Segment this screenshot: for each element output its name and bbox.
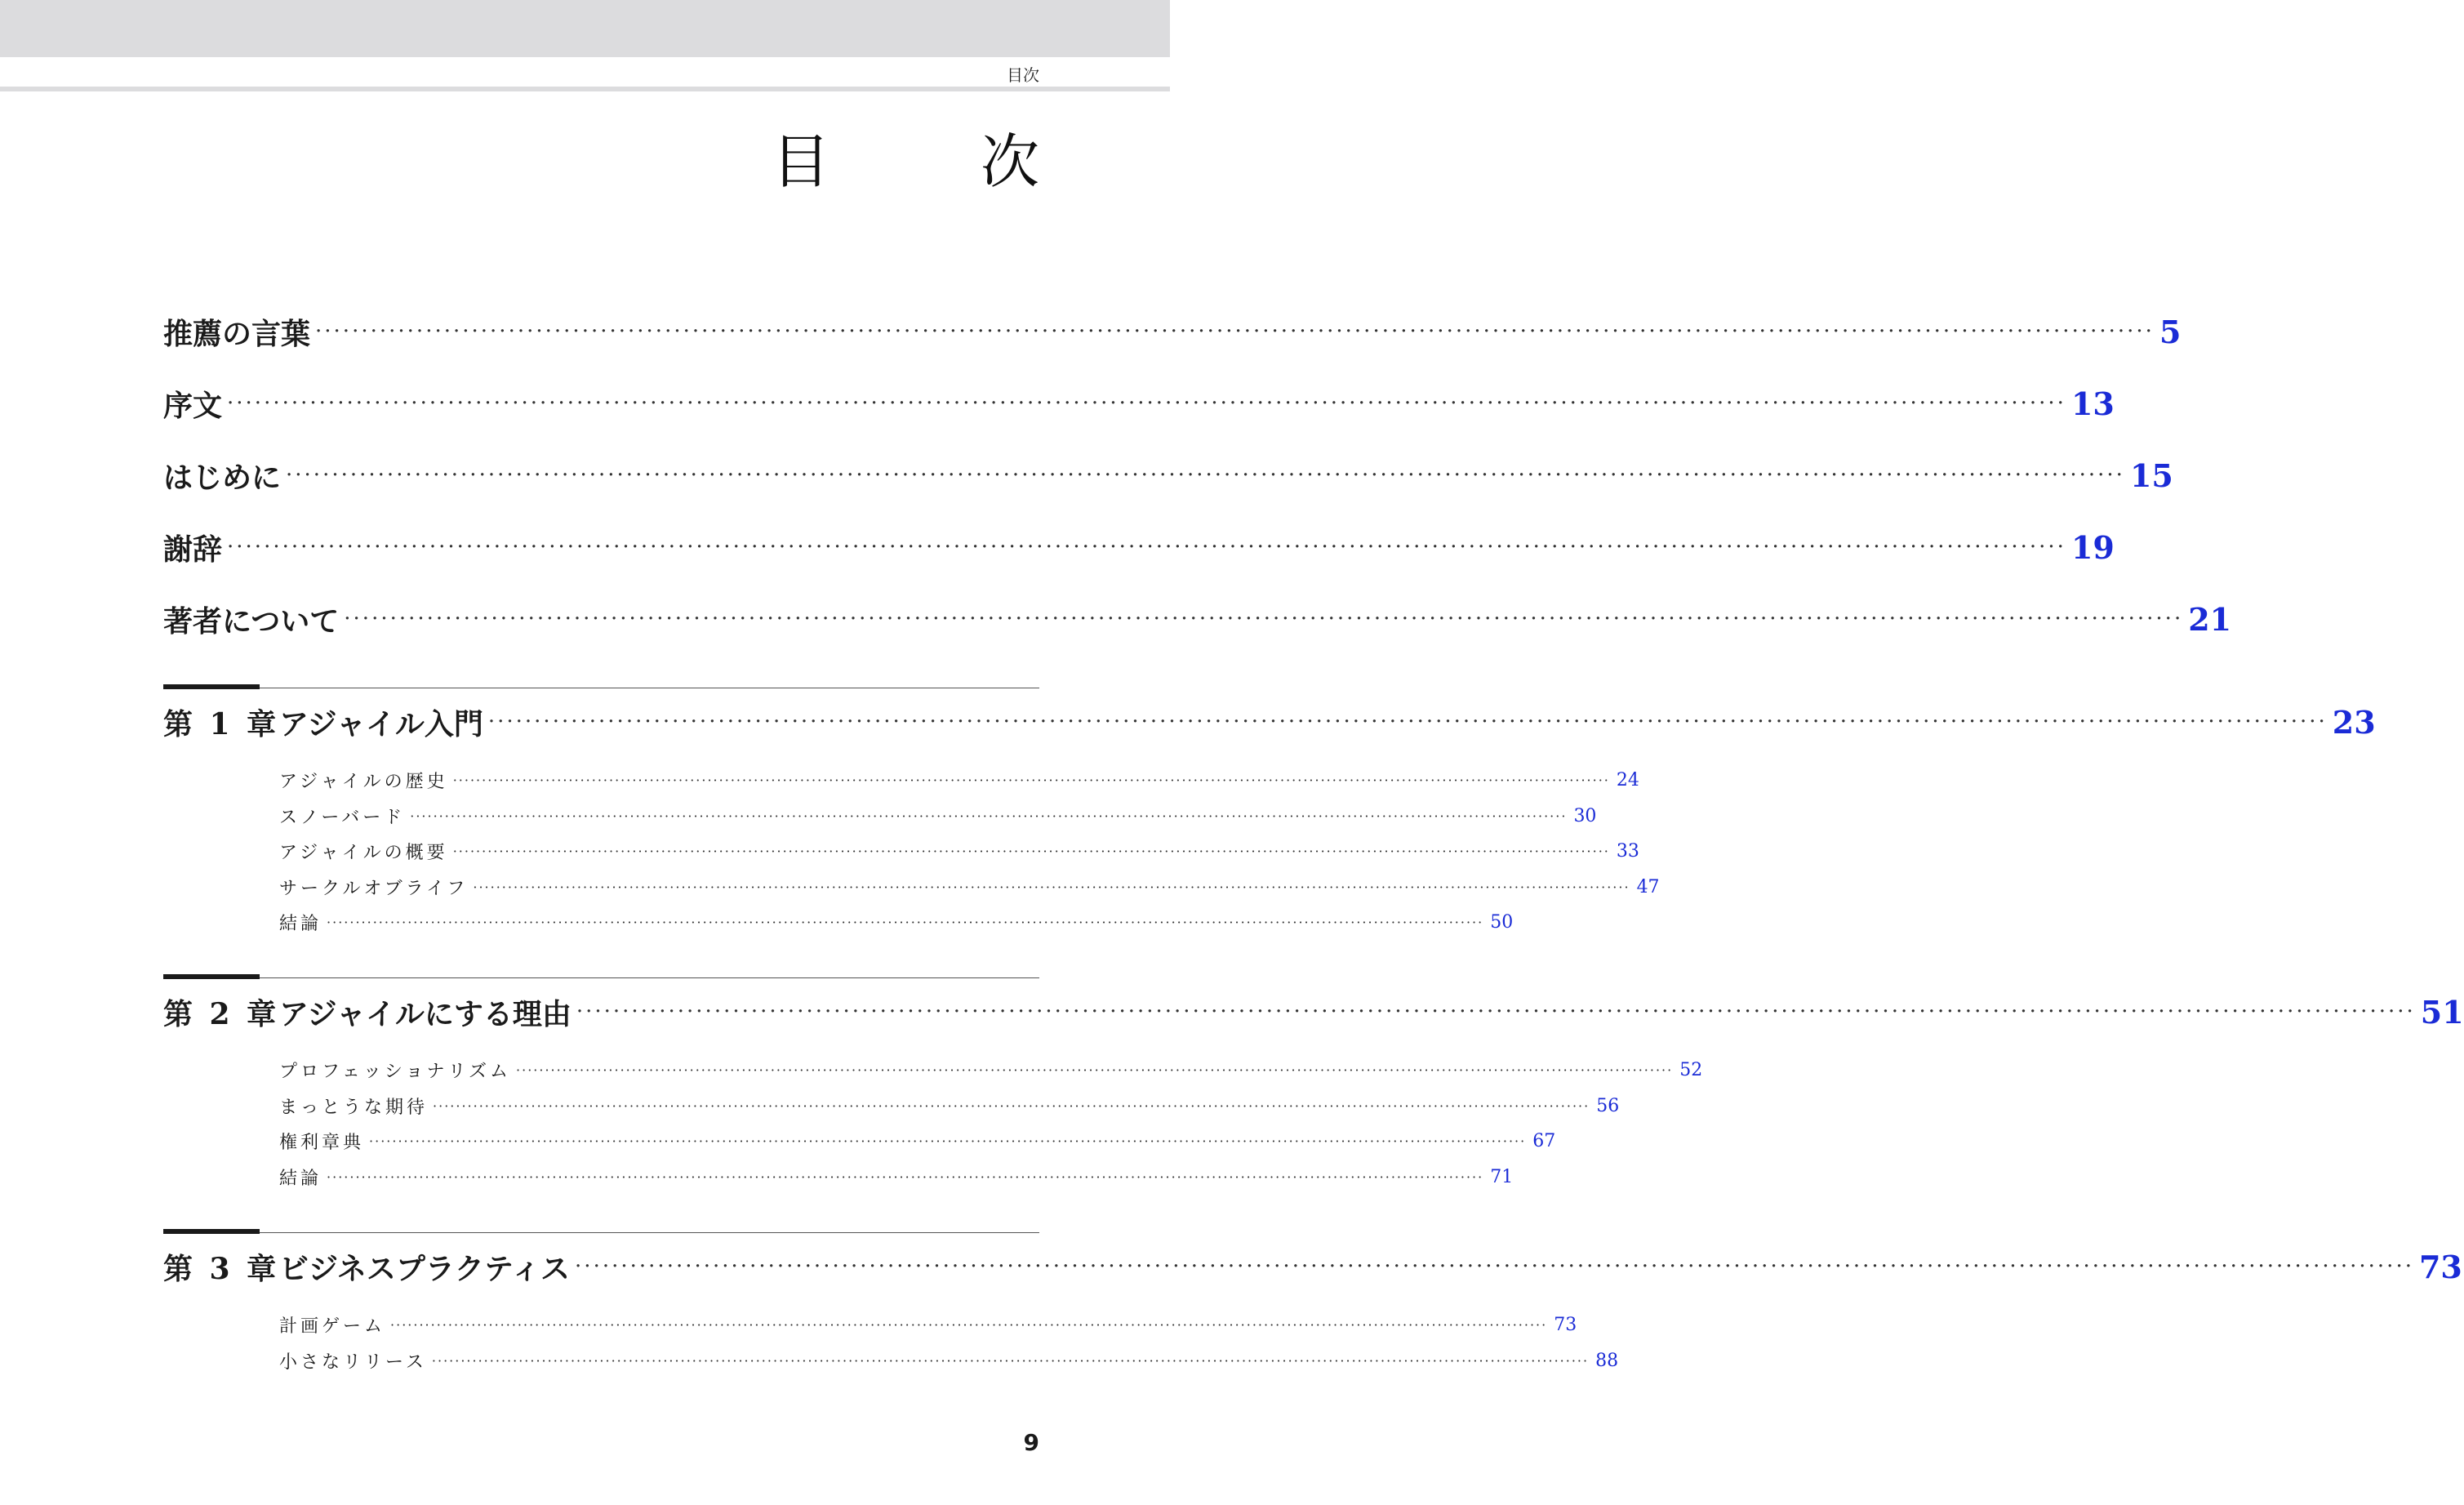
- section-entry[interactable]: [279, 763, 1639, 799]
- top-rule: [0, 87, 1170, 91]
- section-page: 52: [1679, 1060, 1703, 1081]
- chapter-heading[interactable]: [163, 1240, 2462, 1293]
- leader-dots: ········································································································································································································: [410, 808, 1568, 824]
- section-label: 計画ゲーム: [279, 1316, 386, 1338]
- chapter-number: 第 2 章: [163, 996, 280, 1031]
- section-list: [279, 763, 1660, 941]
- section-label: 結論: [279, 1168, 322, 1189]
- leader-dots: ········································································································································································································: [390, 1317, 1548, 1334]
- toc-entry-page: 5: [2159, 313, 2182, 350]
- leader-dots: ········································································································································································································: [452, 773, 1610, 789]
- toc-entry-introduction[interactable]: [163, 439, 2173, 511]
- section-page: 88: [1595, 1350, 1619, 1371]
- leader-dots: ········································································································································································································: [286, 463, 2125, 488]
- section-entry[interactable]: [279, 1160, 1514, 1196]
- section-page: 67: [1532, 1131, 1556, 1152]
- section-page: 50: [1490, 912, 1514, 933]
- page-title: 目 次: [771, 127, 1085, 196]
- toc-entry-label: 著者について: [163, 603, 340, 639]
- section-label: アジャイルの歴史: [279, 772, 448, 793]
- section-entry[interactable]: [279, 1124, 1556, 1160]
- chapter-title: アジャイル入門: [279, 706, 483, 741]
- top-band: [0, 0, 1170, 57]
- section-page: 56: [1596, 1095, 1620, 1116]
- section-list: [279, 1307, 1619, 1378]
- leader-dots: ········································································································································································································: [452, 844, 1610, 860]
- leader-dots: ········································································································································································································: [473, 879, 1630, 895]
- section-entry[interactable]: [279, 1089, 1620, 1124]
- section-entry[interactable]: [279, 834, 1639, 870]
- section-page: 30: [1573, 805, 1597, 826]
- toc-entry-page: 21: [2188, 600, 2232, 638]
- leader-dots: ········································································································································································································: [344, 607, 2184, 631]
- chapter-page: 51: [2420, 993, 2464, 1031]
- toc-entry-about-author[interactable]: [163, 583, 2232, 655]
- section-label: アジャイルの概要: [279, 843, 448, 864]
- leader-dots: ········································································································································································································: [327, 915, 1484, 931]
- section-label: まっとうな期待: [279, 1097, 429, 1118]
- section-entry[interactable]: [279, 905, 1514, 941]
- toc-entry-label: 謝辞: [163, 532, 223, 567]
- toc-entry-acknowledgments[interactable]: [163, 511, 2115, 583]
- leader-dots: ········································································································································································································: [575, 1254, 2414, 1279]
- section-page: 73: [1554, 1315, 1577, 1336]
- toc-entry-label: 序文: [163, 388, 223, 423]
- toc-entry-recommendation[interactable]: [163, 296, 2182, 367]
- chapter-title: ビジネスプラクティス: [279, 1251, 571, 1286]
- chapter-page: 73: [2418, 1248, 2462, 1285]
- section-page: 47: [1636, 876, 1660, 897]
- leader-dots: ········································································································································································································: [315, 319, 2155, 344]
- section-entry[interactable]: [279, 1343, 1619, 1379]
- chapter-page: 23: [2332, 703, 2376, 741]
- toc-entry-label: 推薦の言葉: [163, 316, 311, 351]
- toc-entry-page: 15: [2129, 456, 2173, 494]
- section-entry[interactable]: [279, 799, 1597, 835]
- section-entry[interactable]: [279, 1053, 1703, 1089]
- leader-dots: ········································································································································································································: [431, 1352, 1590, 1369]
- leader-dots: ········································································································································································································: [487, 710, 2328, 734]
- section-label: 小さなリリース: [279, 1351, 427, 1373]
- leader-dots: ········································································································································································································: [369, 1133, 1527, 1150]
- chapter-title: アジャイルにする理由: [279, 996, 572, 1031]
- leader-dots: ········································································································································································································: [327, 1169, 1484, 1185]
- leader-dots: ········································································································································································································: [516, 1062, 1674, 1079]
- leader-dots: ········································································································································································································: [227, 391, 2066, 416]
- chapter-3: [163, 1229, 2462, 1378]
- section-entry[interactable]: [279, 1307, 1577, 1343]
- page-number: 9: [1023, 1429, 1039, 1456]
- section-label: サークルオブライフ: [279, 878, 469, 899]
- section-label: スノーバード: [279, 807, 406, 828]
- chapter-1: [163, 684, 2376, 941]
- leader-dots: ········································································································································································································: [227, 535, 2066, 559]
- chapter-heading[interactable]: [163, 696, 2376, 748]
- chapter-rule: [163, 1229, 1039, 1236]
- section-list: [279, 1053, 1703, 1195]
- leader-dots: ········································································································································································································: [433, 1098, 1590, 1114]
- chapter-number: 第 3 章: [163, 1251, 280, 1286]
- section-label: 権利章典: [279, 1133, 365, 1154]
- chapter-rule: [163, 684, 1039, 691]
- chapter-heading[interactable]: [163, 986, 2464, 1038]
- section-label: プロフェッショナリズム: [279, 1062, 512, 1083]
- section-page: 71: [1490, 1166, 1514, 1187]
- toc-entry-label: はじめに: [163, 460, 282, 495]
- running-head: 目次: [1007, 65, 1039, 85]
- toc-entry-page: 13: [2070, 385, 2115, 422]
- section-page: 24: [1616, 770, 1639, 791]
- chapter-number: 第 1 章: [163, 706, 280, 741]
- chapter-2: [163, 974, 2464, 1195]
- section-page: 33: [1616, 841, 1639, 862]
- toc-entry-foreword[interactable]: [163, 367, 2115, 439]
- section-label: 結論: [279, 914, 322, 935]
- front-matter-list: [163, 296, 2232, 655]
- toc-entry-page: 19: [2070, 528, 2115, 566]
- section-entry[interactable]: [279, 870, 1660, 906]
- chapter-rule: [163, 974, 1039, 981]
- leader-dots: ········································································································································································································: [576, 1000, 2416, 1024]
